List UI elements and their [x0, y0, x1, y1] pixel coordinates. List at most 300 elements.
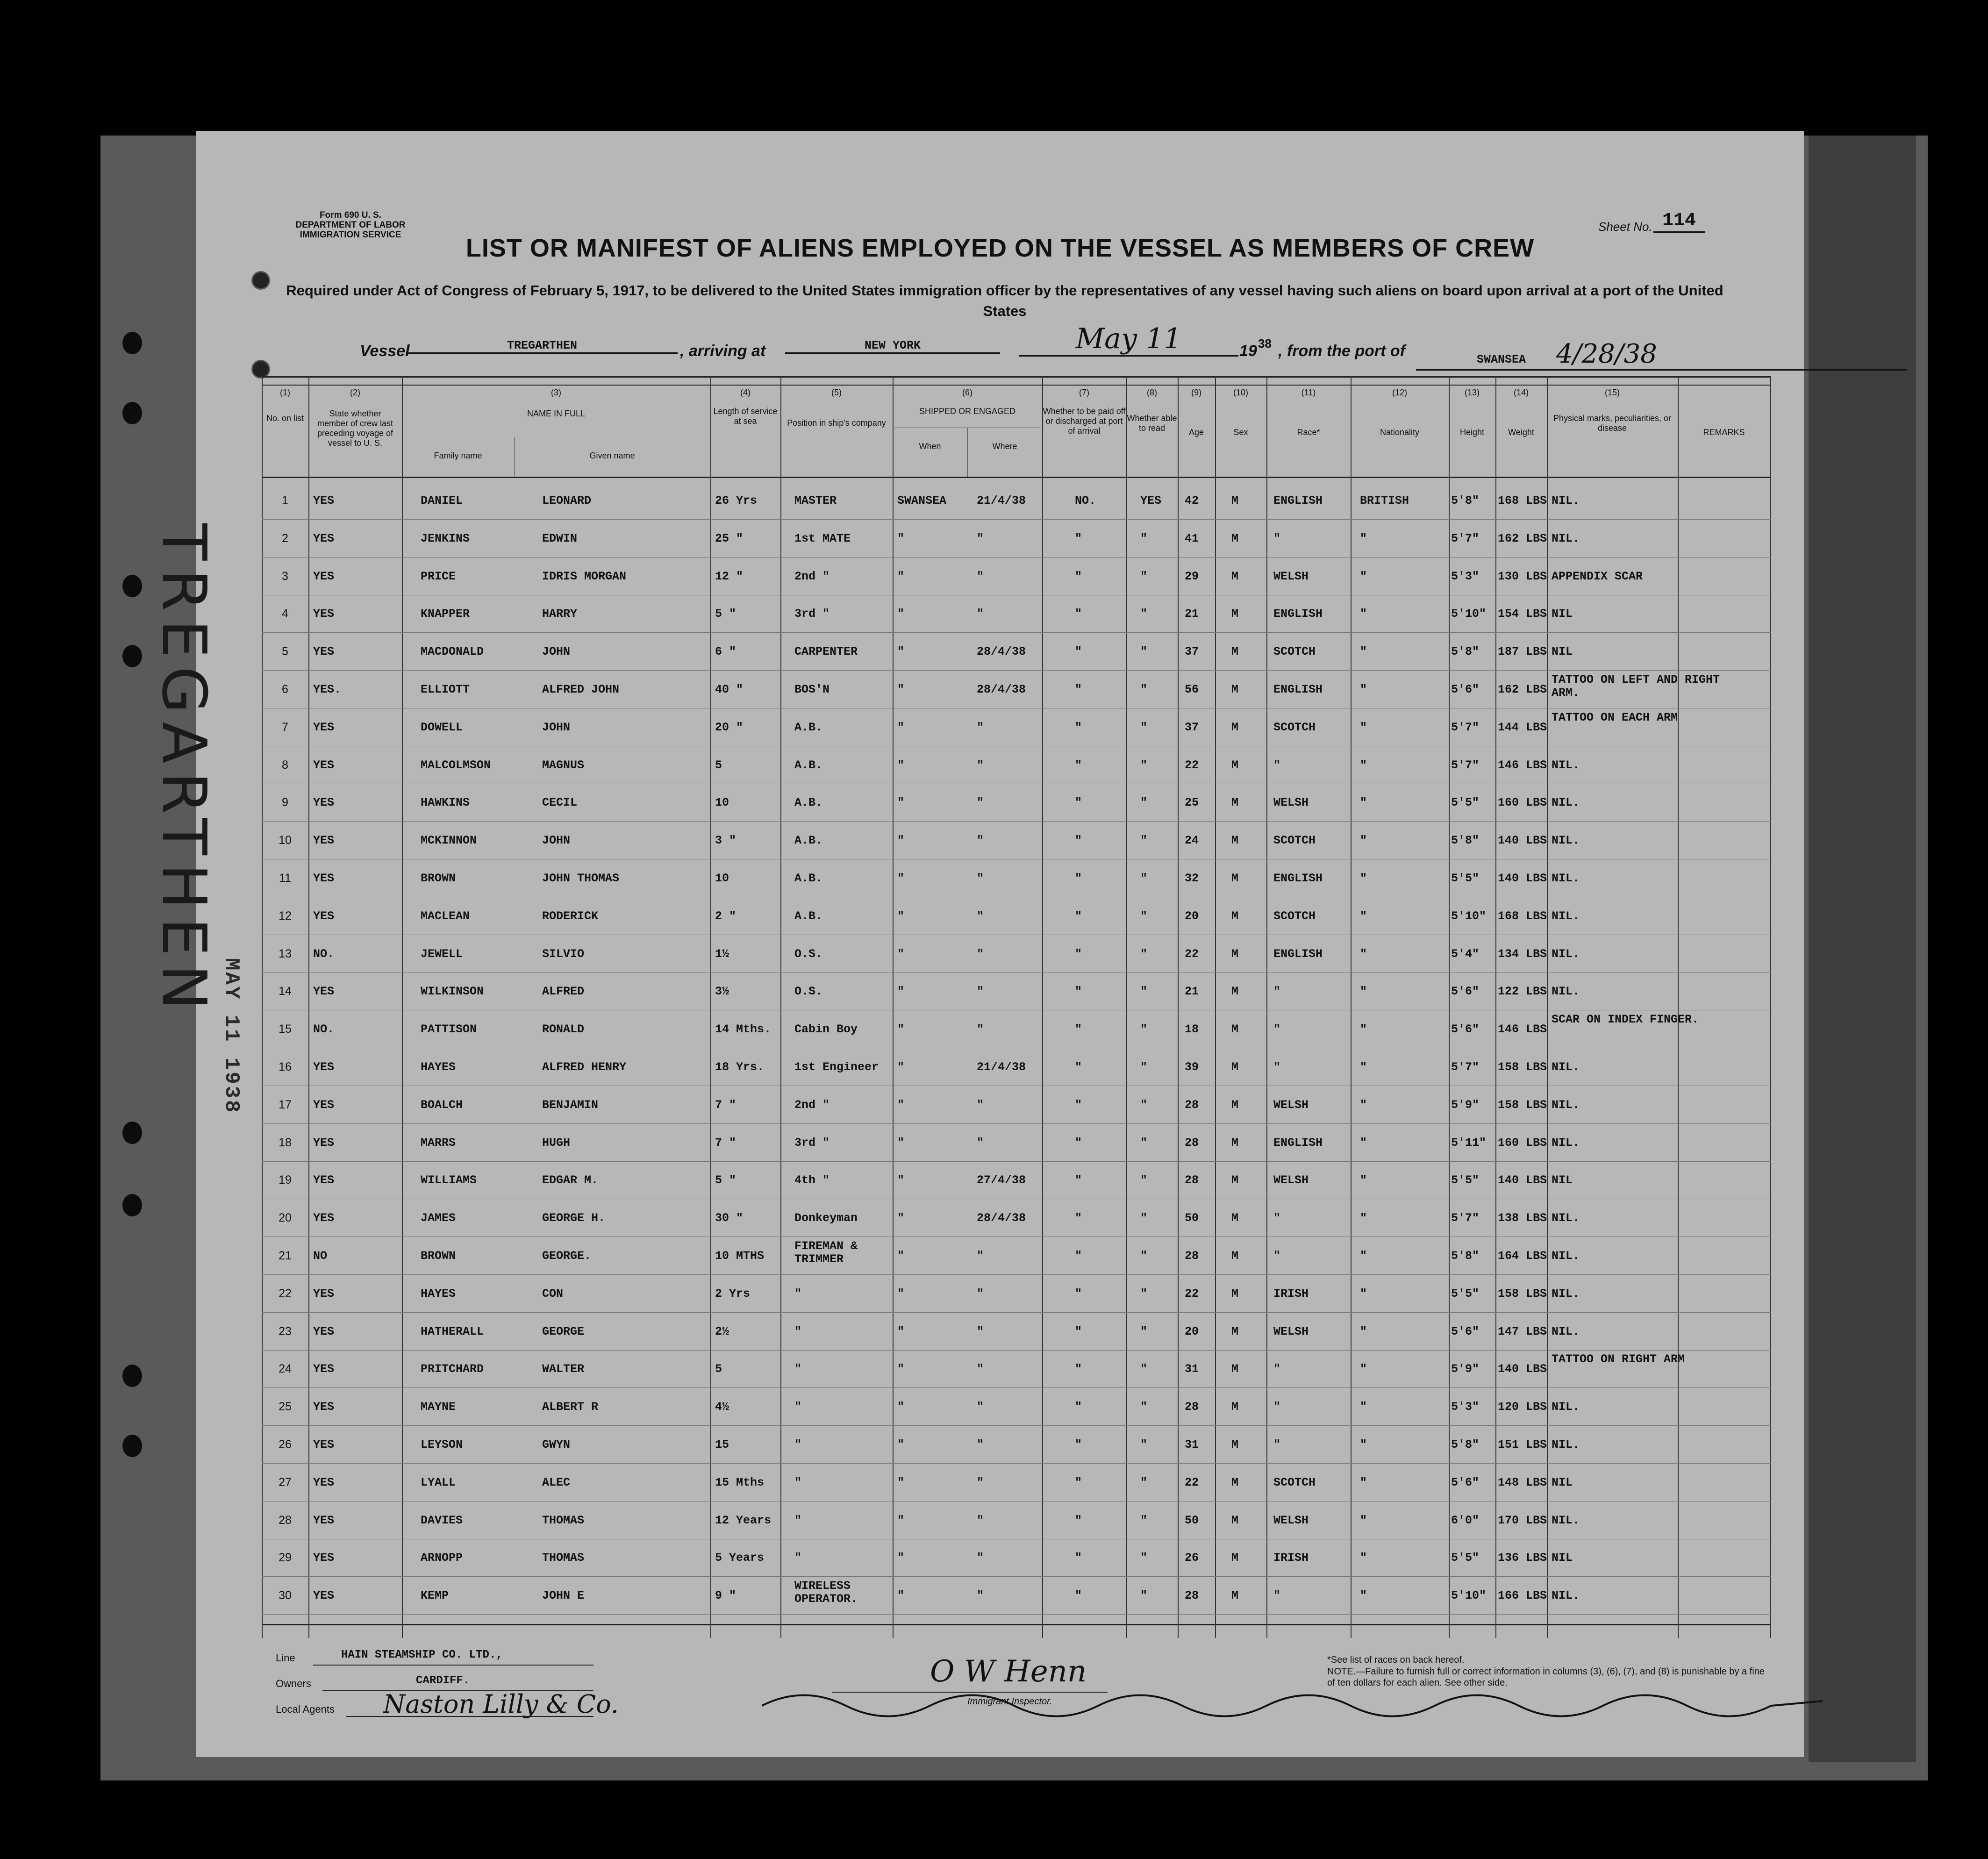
- crew-height: 5'7": [1451, 758, 1480, 772]
- crew-able-read: ": [1140, 947, 1148, 961]
- crew-shipped-where: ": [977, 1400, 984, 1414]
- crew-paid-off: ": [1075, 1400, 1082, 1414]
- crew-weight: 130 LBS: [1498, 569, 1547, 583]
- crew-height: 5'5": [1451, 1287, 1480, 1301]
- crew-nationality: ": [1360, 1136, 1367, 1150]
- crew-age: 39: [1185, 1060, 1199, 1074]
- line-label: Line: [276, 1652, 295, 1664]
- crew-member-prev: YES.: [313, 683, 342, 696]
- punch-hole: [122, 1194, 142, 1216]
- crew-no: 25: [279, 1400, 292, 1414]
- crew-race: ENGLISH: [1273, 494, 1323, 508]
- crew-given-name: GEORGE: [542, 1324, 585, 1338]
- crew-marks: TATTOO ON RIGHT ARM: [1552, 1353, 1685, 1366]
- crew-able-read: ": [1140, 909, 1148, 923]
- crew-age: 28: [1185, 1173, 1199, 1187]
- crew-shipped-when: ": [897, 683, 905, 696]
- crew-member-prev: YES: [313, 834, 335, 848]
- crew-position: ": [794, 1551, 802, 1565]
- crew-marks: NIL.: [1552, 1438, 1580, 1451]
- page-subtitle: Required under Act of Congress of February 5, 1917, to be delivered to the United States immigration officer by the representatives of any vessel having such aliens on board upon arrival at a port of the United States: [286, 282, 1723, 319]
- crew-paid-off: ": [1075, 1589, 1082, 1603]
- crew-marks: NIL.: [1552, 1400, 1580, 1414]
- crew-able-read: ": [1140, 1362, 1148, 1376]
- crew-marks: SCAR ON INDEX FINGER.: [1552, 1013, 1699, 1027]
- crew-marks: NIL.: [1552, 1098, 1580, 1112]
- crew-nationality: ": [1360, 834, 1367, 848]
- crew-position: 2nd ": [794, 569, 830, 583]
- crew-age: 18: [1185, 1022, 1199, 1037]
- crew-race: IRISH: [1273, 1287, 1309, 1301]
- col-number: (14): [1513, 388, 1529, 397]
- crew-race: ": [1273, 1400, 1281, 1414]
- table-row: [262, 1162, 1771, 1198]
- crew-race: SCOTCH: [1273, 909, 1316, 923]
- crew-no: 20: [279, 1211, 292, 1225]
- crew-able-read: ": [1140, 1287, 1148, 1301]
- crew-shipped-where: ": [977, 1475, 984, 1489]
- crew-shipped-when: ": [897, 834, 905, 848]
- row-rule: [262, 519, 1771, 520]
- crew-shipped-where: ": [977, 1438, 984, 1451]
- crew-marks: NIL.: [1552, 947, 1580, 961]
- crew-given-name: JOHN: [542, 834, 571, 848]
- crew-height: 5'6": [1451, 1324, 1480, 1338]
- crew-marks: NIL.: [1552, 1589, 1580, 1603]
- crew-given-name: CECIL: [542, 796, 578, 810]
- table-row: [262, 1314, 1771, 1349]
- crew-marks: NIL: [1552, 1173, 1573, 1187]
- year-prefix: 19: [1239, 342, 1257, 360]
- date-stamp: MAY 11 1938: [220, 958, 243, 1115]
- crew-height: 5'7": [1451, 720, 1480, 734]
- crew-shipped-when: ": [897, 758, 905, 772]
- crew-sex: M: [1231, 720, 1239, 734]
- crew-shipped-where: 28/4/38: [977, 1211, 1026, 1225]
- crew-weight: 158 LBS: [1498, 1287, 1547, 1301]
- arrival-port: NEW YORK: [785, 339, 1000, 354]
- crew-sex: M: [1231, 872, 1239, 885]
- col-rule: [967, 428, 968, 477]
- row-rule: [262, 557, 1771, 558]
- crew-sex: M: [1231, 947, 1239, 961]
- crew-member-prev: YES: [313, 1400, 335, 1414]
- crew-nationality: ": [1360, 1438, 1367, 1451]
- table-row: [262, 1351, 1771, 1387]
- table-row: [262, 898, 1771, 934]
- crew-member-prev: YES: [313, 1098, 335, 1112]
- crew-race: SCOTCH: [1273, 645, 1316, 659]
- crew-age: 28: [1185, 1136, 1199, 1150]
- crew-age: 37: [1185, 720, 1199, 734]
- crew-member-prev: YES: [313, 1438, 335, 1451]
- crew-nationality: ": [1360, 1362, 1367, 1376]
- crew-weight: 146 LBS: [1498, 758, 1547, 772]
- crew-nationality: ": [1360, 645, 1367, 659]
- table-row: [262, 747, 1771, 783]
- crew-given-name: HUGH: [542, 1136, 571, 1150]
- table-row: [262, 521, 1771, 556]
- crew-position: ": [794, 1324, 802, 1338]
- crew-paid-off: NO.: [1075, 494, 1096, 508]
- col-header-length: Length of service at sea: [713, 407, 778, 426]
- crew-age: 22: [1185, 1287, 1199, 1301]
- crew-family-name: LYALL: [421, 1475, 456, 1489]
- table-row: [262, 672, 1771, 707]
- crew-height: 5'7": [1451, 1060, 1480, 1074]
- crew-race: WELSH: [1273, 796, 1309, 810]
- crew-position: Cabin Boy: [794, 1022, 858, 1037]
- crew-position: O.S.: [794, 947, 823, 961]
- crew-height: 5'6": [1451, 985, 1480, 999]
- col-number: (12): [1392, 388, 1407, 397]
- rule: [313, 1665, 594, 1666]
- table-row: [262, 936, 1771, 972]
- crew-family-name: PRITCHARD: [421, 1362, 484, 1376]
- crew-paid-off: ": [1075, 720, 1082, 734]
- crew-shipped-where: ": [977, 872, 984, 885]
- table-row: [262, 483, 1771, 518]
- crew-position: ": [794, 1400, 802, 1414]
- crew-given-name: GEORGE.: [542, 1249, 592, 1263]
- crew-nationality: ": [1360, 1287, 1367, 1301]
- crew-shipped-when: ": [897, 985, 905, 999]
- col-number: (8): [1147, 388, 1157, 397]
- crew-given-name: LEONARD: [542, 494, 592, 508]
- crew-sex: M: [1231, 531, 1239, 545]
- crew-position: 1st Engineer: [794, 1060, 879, 1074]
- row-rule: [262, 1501, 1771, 1502]
- crew-sex: M: [1231, 1173, 1239, 1187]
- crew-age: 22: [1185, 947, 1199, 961]
- crew-paid-off: ": [1075, 1438, 1082, 1451]
- crew-shipped-when: ": [897, 1060, 905, 1074]
- crew-family-name: WILKINSON: [421, 985, 484, 999]
- form-number: Form 690 U. S. DEPARTMENT OF LABOR IMMIGRATION SERVICE: [295, 210, 406, 240]
- punch-hole: [122, 645, 142, 667]
- crew-given-name: JOHN: [542, 645, 571, 659]
- crew-able-read: ": [1140, 1249, 1148, 1263]
- rule: [832, 1692, 1108, 1693]
- crew-no: 30: [279, 1589, 292, 1602]
- crew-weight: 140 LBS: [1498, 1173, 1547, 1187]
- crew-member-prev: YES: [313, 758, 335, 772]
- crew-weight: 146 LBS: [1498, 1022, 1547, 1037]
- crew-sex: M: [1231, 1551, 1239, 1565]
- table-row: [262, 1087, 1771, 1123]
- crew-position: BOS'N: [794, 683, 830, 696]
- col-header-when: When: [919, 442, 941, 451]
- punch-hole: [122, 575, 142, 597]
- crew-able-read: ": [1140, 645, 1148, 659]
- crew-length-service: 7 ": [715, 1098, 737, 1112]
- crew-family-name: JEWELL: [421, 947, 463, 961]
- crew-paid-off: ": [1075, 1098, 1082, 1112]
- crew-marks: NIL.: [1552, 1136, 1580, 1150]
- crew-member-prev: NO.: [313, 947, 335, 961]
- crew-weight: 160 LBS: [1498, 796, 1547, 810]
- crew-height: 5'7": [1451, 531, 1480, 545]
- owners-value: CARDIFF.: [416, 1674, 470, 1687]
- crew-marks: NIL.: [1552, 1249, 1580, 1263]
- crew-age: 24: [1185, 834, 1199, 848]
- crew-race: ": [1273, 1249, 1281, 1263]
- crew-weight: 144 LBS: [1498, 720, 1547, 734]
- crew-able-read: ": [1140, 872, 1148, 885]
- crew-weight: 168 LBS: [1498, 494, 1547, 508]
- crew-able-read: ": [1140, 1136, 1148, 1150]
- crew-marks: NIL.: [1552, 758, 1580, 772]
- crew-length-service: 4½: [715, 1400, 729, 1414]
- crew-no: 27: [279, 1475, 292, 1489]
- crew-height: 5'5": [1451, 796, 1480, 810]
- crew-member-prev: YES: [313, 1475, 335, 1489]
- crew-nationality: ": [1360, 1513, 1367, 1527]
- crew-able-read: ": [1140, 1173, 1148, 1187]
- crew-no: 6: [282, 683, 288, 696]
- crew-shipped-when: SWANSEA: [897, 494, 947, 508]
- crew-age: 25: [1185, 796, 1199, 810]
- crew-weight: 151 LBS: [1498, 1438, 1547, 1451]
- crew-position: A.B.: [794, 796, 823, 810]
- crew-height: 6'0": [1451, 1513, 1480, 1527]
- crew-marks: TATTOO ON LEFT AND RIGHT ARM.: [1552, 673, 1720, 700]
- crew-able-read: ": [1140, 1098, 1148, 1112]
- crew-marks: NIL: [1552, 607, 1573, 621]
- crew-age: 56: [1185, 683, 1199, 696]
- col-header-shipped: SHIPPED OR ENGAGED: [919, 407, 1016, 416]
- crew-shipped-where: 21/4/38: [977, 494, 1026, 508]
- crew-nationality: ": [1360, 872, 1367, 885]
- penalty-note: NOTE.—Failure to furnish full or correct information in columns (3), (6), (7), and (8) is punishable by a fine of ten dollars for each alien. See other side.: [1327, 1666, 1765, 1688]
- owners-label: Owners: [276, 1678, 311, 1689]
- crew-shipped-when: ": [897, 1513, 905, 1527]
- row-rule: [262, 972, 1771, 973]
- table-row: [262, 558, 1771, 594]
- rule: [262, 1624, 1771, 1625]
- crew-member-prev: YES: [313, 1173, 335, 1187]
- crew-given-name: THOMAS: [542, 1513, 585, 1527]
- arrival-date: May 11: [1019, 322, 1238, 357]
- crew-member-prev: YES: [313, 569, 335, 583]
- crew-shipped-when: ": [897, 645, 905, 659]
- crew-weight: 164 LBS: [1498, 1249, 1547, 1263]
- crew-given-name: ALFRED JOHN: [542, 683, 620, 696]
- crew-paid-off: ": [1075, 683, 1082, 696]
- col-header-nationality: Nationality: [1380, 428, 1420, 437]
- col-number: (5): [831, 388, 842, 397]
- crew-family-name: ELLIOTT: [421, 683, 470, 696]
- crew-family-name: JAMES: [421, 1211, 456, 1225]
- page-title: LIST OR MANIFEST OF ALIENS EMPLOYED ON THE VESSEL AS MEMBERS OF CREW: [465, 234, 1535, 262]
- col-header-family: Family name: [434, 451, 482, 460]
- crew-able-read: ": [1140, 796, 1148, 810]
- crew-shipped-when: ": [897, 1249, 905, 1263]
- crew-given-name: ALFRED: [542, 985, 585, 999]
- crew-weight: 160 LBS: [1498, 1136, 1547, 1150]
- crew-no: 14: [279, 985, 292, 998]
- crew-sex: M: [1231, 1475, 1239, 1489]
- table-row: [262, 1540, 1771, 1575]
- crew-paid-off: ": [1075, 531, 1082, 545]
- crew-sex: M: [1231, 1438, 1239, 1451]
- crew-given-name: GWYN: [542, 1438, 571, 1451]
- crew-shipped-when: ": [897, 1551, 905, 1565]
- crew-shipped-where: ": [977, 531, 984, 545]
- crew-race: WELSH: [1273, 1324, 1309, 1338]
- crew-shipped-when: ": [897, 796, 905, 810]
- crew-able-read: ": [1140, 985, 1148, 999]
- col-header-no: No. on list: [266, 414, 304, 423]
- crew-family-name: MAYNE: [421, 1400, 456, 1414]
- crew-family-name: DOWELL: [421, 720, 463, 734]
- crew-race: SCOTCH: [1273, 1475, 1316, 1489]
- crew-height: 5'8": [1451, 834, 1480, 848]
- crew-position: A.B.: [794, 909, 823, 923]
- col-number: (7): [1079, 388, 1089, 397]
- crew-given-name: ALBERT R: [542, 1400, 599, 1414]
- crew-able-read: ": [1140, 1060, 1148, 1074]
- row-rule: [262, 670, 1771, 671]
- col-number: (9): [1191, 388, 1201, 397]
- crew-paid-off: ": [1075, 1475, 1082, 1489]
- crew-race: ENGLISH: [1273, 872, 1323, 885]
- crew-shipped-when: ": [897, 531, 905, 545]
- crew-shipped-where: ": [977, 569, 984, 583]
- crew-no: 4: [282, 607, 288, 621]
- col-header-race: Race*: [1297, 428, 1320, 437]
- crew-marks: NIL.: [1552, 1060, 1580, 1074]
- crew-height: 5'8": [1451, 1249, 1480, 1263]
- crew-age: 28: [1185, 1400, 1199, 1414]
- vessel-stamp: TREGARTHEN: [149, 523, 220, 1018]
- crew-shipped-when: ": [897, 720, 905, 734]
- crew-sex: M: [1231, 985, 1239, 999]
- crew-given-name: SILVIO: [542, 947, 585, 961]
- row-rule: [262, 1387, 1771, 1388]
- crew-marks: TATTOO ON EACH ARM: [1552, 711, 1678, 724]
- crew-shipped-where: 27/4/38: [977, 1173, 1026, 1187]
- crew-age: 41: [1185, 531, 1199, 545]
- crew-age: 37: [1185, 645, 1199, 659]
- crew-no: 9: [282, 796, 288, 809]
- crew-shipped-when: ": [897, 569, 905, 583]
- crew-member-prev: YES: [313, 1324, 335, 1338]
- crew-sex: M: [1231, 1287, 1239, 1301]
- crew-age: 22: [1185, 758, 1199, 772]
- races-note: *See list of races on back hereof.: [1327, 1655, 1465, 1665]
- crew-position: FIREMAN & TRIMMER: [794, 1240, 858, 1266]
- crew-paid-off: ": [1075, 909, 1082, 923]
- crew-height: 5'10": [1451, 1589, 1487, 1603]
- crew-race: ENGLISH: [1273, 607, 1323, 621]
- crew-sex: M: [1231, 607, 1239, 621]
- crew-family-name: BROWN: [421, 1249, 456, 1263]
- crew-age: 50: [1185, 1513, 1199, 1527]
- crew-no: 8: [282, 758, 288, 772]
- crew-given-name: EDGAR M.: [542, 1173, 599, 1187]
- crew-nationality: ": [1360, 1589, 1367, 1603]
- crew-nationality: ": [1360, 796, 1367, 810]
- crew-length-service: 5 ": [715, 607, 737, 621]
- crew-position: 3rd ": [794, 1136, 830, 1150]
- crew-length-service: 12 Years: [715, 1513, 772, 1527]
- col-header-position: Position in ship's company: [787, 418, 886, 428]
- crew-marks: NIL.: [1552, 834, 1580, 848]
- crew-shipped-when: ": [897, 1400, 905, 1414]
- table-row: [262, 1465, 1771, 1500]
- col-header-paid-off: Whether to be paid off or discharged at port of arrival: [1043, 407, 1126, 436]
- crew-sex: M: [1231, 1324, 1239, 1338]
- crew-weight: 140 LBS: [1498, 834, 1547, 848]
- sheet-number: 114: [1653, 210, 1705, 233]
- crew-height: 5'11": [1451, 1136, 1487, 1150]
- table-row: [262, 634, 1771, 669]
- col-header-sex: Sex: [1233, 428, 1248, 437]
- crew-paid-off: ": [1075, 1287, 1082, 1301]
- punch-hole: [122, 1122, 142, 1144]
- crew-length-service: 20 ": [715, 720, 744, 734]
- crew-shipped-where: ": [977, 947, 984, 961]
- crew-length-service: 14 Mths.: [715, 1022, 772, 1037]
- crew-able-read: ": [1140, 607, 1148, 621]
- crew-age: 50: [1185, 1211, 1199, 1225]
- crew-age: 21: [1185, 985, 1199, 999]
- crew-given-name: ALFRED HENRY: [542, 1060, 627, 1074]
- rule: [262, 385, 1771, 386]
- crew-no: 7: [282, 720, 288, 734]
- crew-no: 24: [279, 1362, 292, 1376]
- crew-shipped-where: 28/4/38: [977, 683, 1026, 696]
- departure-date: 4/28/38: [1556, 339, 1657, 369]
- crew-nationality: ": [1360, 947, 1367, 961]
- crew-given-name: HARRY: [542, 607, 578, 621]
- crew-sex: M: [1231, 1060, 1239, 1074]
- crew-able-read: ": [1140, 1211, 1148, 1225]
- crew-member-prev: YES: [313, 1589, 335, 1603]
- table-row: [262, 822, 1771, 858]
- crew-length-service: 40 ": [715, 683, 744, 696]
- crew-height: 5'6": [1451, 1475, 1480, 1489]
- departure-port-name: SWANSEA: [1477, 353, 1526, 366]
- table-row: [262, 1238, 1771, 1273]
- crew-race: ENGLISH: [1273, 683, 1323, 696]
- crew-given-name: JOHN THOMAS: [542, 872, 620, 885]
- table-row: [262, 1389, 1771, 1424]
- crew-race: ": [1273, 531, 1281, 545]
- crew-race: SCOTCH: [1273, 834, 1316, 848]
- crew-length-service: 9 ": [715, 1589, 737, 1603]
- row-rule: [262, 1123, 1771, 1124]
- crew-no: 21: [279, 1249, 292, 1262]
- crew-nationality: ": [1360, 720, 1367, 734]
- crew-age: 26: [1185, 1551, 1199, 1565]
- row-rule: [262, 1576, 1771, 1577]
- crew-shipped-when: ": [897, 1136, 905, 1150]
- crew-family-name: MALCOLMSON: [421, 758, 491, 772]
- crew-race: WELSH: [1273, 569, 1309, 583]
- crew-paid-off: ": [1075, 569, 1082, 583]
- crew-able-read: ": [1140, 1551, 1148, 1565]
- crew-height: 5'4": [1451, 947, 1480, 961]
- crew-member-prev: YES: [313, 1136, 335, 1150]
- crew-position: A.B.: [794, 758, 823, 772]
- crew-race: ENGLISH: [1273, 1136, 1323, 1150]
- col-header-marks: Physical marks, peculiarities, or disease: [1553, 414, 1672, 433]
- crew-shipped-when: ": [897, 872, 905, 885]
- crew-race: ": [1273, 758, 1281, 772]
- crew-nationality: ": [1360, 985, 1367, 999]
